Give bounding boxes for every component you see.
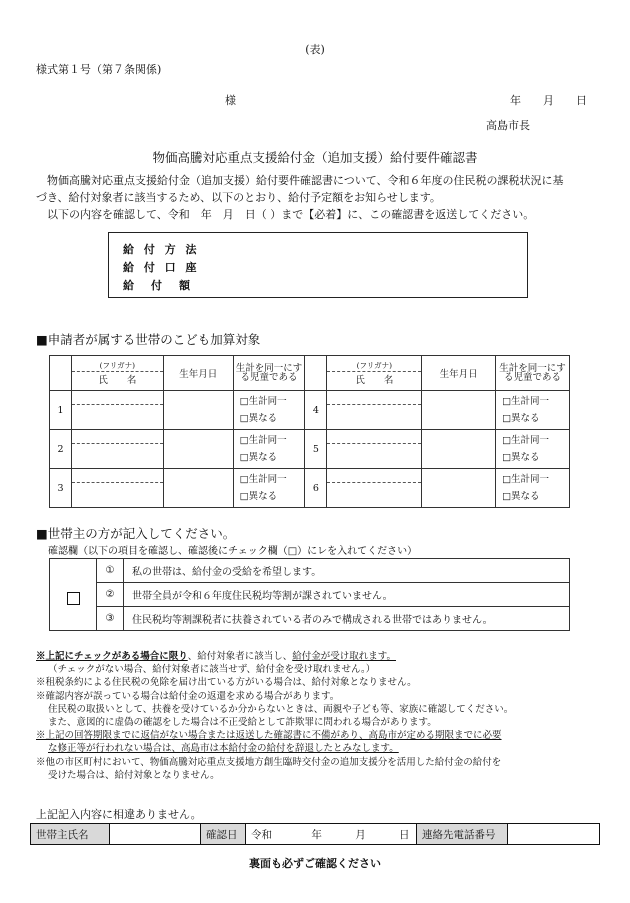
option-same[interactable]: □生計同一 — [239, 435, 287, 446]
note-1b: （チェックがない場合、給付対象者に該当せず、給付金を受け取れません。） — [48, 664, 376, 676]
name-cell[interactable] — [327, 469, 422, 508]
confirm-item-number: ① — [97, 559, 124, 583]
option-different[interactable]: □異なる — [502, 413, 540, 424]
name-space — [327, 483, 421, 507]
option-different[interactable]: □異なる — [502, 491, 540, 502]
header-name-2 — [327, 356, 422, 391]
name-cell[interactable] — [327, 430, 422, 469]
note-5: ※他の市区町村において、物価高騰対応重点支援地方創生臨時交付金の追加支援分を活用した給付金の給付を — [36, 756, 502, 768]
head-name-input[interactable] — [110, 824, 201, 845]
confirm-item-number: ③ — [97, 607, 124, 631]
name-space — [72, 405, 163, 429]
confirm-date-input[interactable] — [246, 824, 417, 845]
row-number: 3 — [50, 469, 72, 508]
birthdate-cell[interactable] — [163, 469, 233, 508]
name-cell[interactable] — [327, 391, 422, 430]
furigana-line — [72, 392, 163, 405]
note-1-emphasis-2: 給付金が受け取れます。 — [292, 651, 396, 662]
table-row — [50, 391, 570, 430]
option-different[interactable]: □異なる — [239, 452, 278, 463]
header-name-label: 氏 名 — [98, 375, 137, 386]
furigana-line — [72, 470, 163, 483]
form-number: 様式第１号（第７条関係) — [36, 63, 162, 76]
header-same-household-2: 生計を同一にする児童である — [496, 356, 570, 391]
confirm-checkbox[interactable] — [67, 592, 80, 605]
note-3c: また、意図的に虚偽の確認をした場合は不正受給として詐欺罪に問われる場合があります。 — [48, 717, 437, 729]
note-1-middle: 、給付対象者に該当し、 — [187, 651, 293, 662]
name-cell[interactable] — [71, 430, 163, 469]
header-furigana-2: (フリガナ) — [327, 360, 421, 372]
payment-amount-label: 給 付 額 — [123, 279, 193, 292]
name-cell[interactable] — [71, 469, 163, 508]
option-different[interactable]: □異なる — [239, 491, 278, 502]
birthdate-cell[interactable] — [163, 430, 233, 469]
back-notice: 裏面も必ずご確認ください — [249, 857, 381, 870]
notes — [36, 650, 596, 782]
footer-row — [31, 824, 600, 845]
birthdate-cell[interactable] — [422, 469, 496, 508]
option-different[interactable]: □異なる — [239, 413, 278, 424]
option-different[interactable]: □異なる — [502, 452, 540, 463]
birthdate-cell[interactable] — [163, 391, 233, 430]
note-3b: 住民税の取扱いとして、扶養を受けているか分からないときは、両親や子ども等、家族に確認してください。 — [48, 703, 514, 715]
birthdate-cell[interactable] — [422, 391, 496, 430]
header-blank — [50, 356, 72, 391]
table-row — [50, 469, 570, 508]
year-label: 年 — [311, 828, 322, 841]
option-same[interactable]: □生計同一 — [502, 396, 550, 407]
addressee-suffix: 様 — [225, 94, 236, 107]
head-section-title: ■世帯主の方が記入してください。 — [36, 526, 236, 541]
payment-method-label: 給 付 方 法 — [123, 243, 200, 256]
intro-para1-line1: 物価高騰対応重点支援給付金（追加支援）給付要件確認書について、令和６年度の住民税の課税状況に基 — [47, 174, 564, 187]
confirm-date-label: 確認日 — [201, 824, 246, 845]
intro-para1-line2: づき、給付対象者に該当するため、以下のとおり、給付予定額をお知らせします。 — [36, 191, 441, 204]
option-same[interactable]: □生計同一 — [239, 396, 287, 407]
document-title: 物価高騰対応重点支援給付金（追加支援）給付要件確認書 — [152, 150, 478, 165]
phone-label: 連絡先電話番号 — [417, 824, 508, 845]
name-space — [327, 405, 421, 429]
payment-account-label: 給 付 口 座 — [123, 261, 200, 274]
name-space — [327, 444, 421, 468]
header-name — [71, 356, 163, 391]
confirm-row — [50, 607, 570, 631]
confirm-item-number: ② — [97, 583, 124, 607]
confirm-row — [50, 559, 570, 583]
name-space — [72, 483, 163, 507]
option-same[interactable]: □生計同一 — [239, 474, 287, 485]
note-3: ※確認内容が誤っている場合は給付金の返還を求める場合があります。 — [36, 690, 340, 702]
table-row — [50, 430, 570, 469]
name-cell[interactable] — [71, 391, 163, 430]
footer-form — [30, 823, 600, 845]
household-cell — [496, 430, 570, 469]
note-4b: な修正等が行われない場合は、高島市は本給付金の給付を辞退したとみなします。 — [48, 743, 399, 755]
option-same[interactable]: □生計同一 — [502, 435, 550, 446]
header-birthdate-2: 生年月日 — [422, 356, 496, 391]
note-1 — [36, 650, 596, 663]
payment-info-box — [108, 232, 528, 298]
header-same-household: 生計を同一にする児童である — [233, 356, 305, 391]
head-name-label: 世帯主氏名 — [31, 824, 110, 845]
furigana-line — [72, 431, 163, 444]
header-birthdate: 生年月日 — [163, 356, 233, 391]
intro-para2: 以下の内容を確認して、令和 年 月 日（ ）まで【必着】に、この確認書を返送してください。 — [47, 208, 535, 221]
household-cell — [496, 469, 570, 508]
household-cell — [233, 469, 305, 508]
household-cell — [233, 430, 305, 469]
birthdate-cell[interactable] — [422, 430, 496, 469]
phone-input[interactable] — [508, 824, 600, 845]
side-label: (表) — [305, 43, 325, 56]
confirm-row — [50, 583, 570, 607]
issuer: 高島市長 — [486, 119, 530, 132]
header-furigana: (フリガナ) — [72, 360, 163, 372]
furigana-line — [327, 392, 421, 405]
confirmation-table — [49, 558, 570, 631]
era-label: 令和 — [251, 828, 272, 841]
confirm-item-text: 住民税均等割課税者に扶養されている者のみで構成される世帯ではありません。 — [124, 607, 570, 631]
household-cell — [496, 391, 570, 430]
row-number: 1 — [50, 391, 72, 430]
household-cell — [233, 391, 305, 430]
issue-date: 年 月 日 — [510, 94, 587, 107]
children-table — [49, 355, 570, 508]
row-number: 5 — [305, 430, 327, 469]
furigana-line — [327, 431, 421, 444]
confirm-item-text: 私の世帯は、給付金の受給を希望します。 — [124, 559, 570, 583]
month-label: 月 — [355, 828, 366, 841]
confirm-item-text: 世帯全員が令和６年度住民税均等割が課されていません。 — [124, 583, 570, 607]
name-space — [72, 444, 163, 468]
agreement-statement: 上記記入内容に相違ありません。 — [36, 808, 202, 821]
header-blank-2 — [305, 356, 327, 391]
row-number: 2 — [50, 430, 72, 469]
day-label: 日 — [399, 828, 410, 841]
option-same[interactable]: □生計同一 — [502, 474, 550, 485]
table-header-row — [50, 356, 570, 391]
row-number: 4 — [305, 391, 327, 430]
note-5b: 受けた場合は、給付対象となりません。 — [48, 769, 220, 781]
children-section-title: ■申請者が属する世帯のこども加算対象 — [36, 332, 261, 347]
note-4: ※上記の回答期限までに返信がない場合または返送した確認書に不備があり、高島市が定める期限までに必要 — [36, 730, 502, 742]
furigana-line — [327, 470, 421, 483]
confirm-checkbox-cell[interactable] — [50, 559, 97, 631]
note-1-emphasis: ※上記にチェックがある場合に限り — [36, 651, 188, 662]
header-name-label-2: 氏 名 — [355, 375, 394, 386]
note-2: ※租税条約による住民税の免除を届け出ている方がいる場合は、給付対象となりません。 — [36, 677, 417, 689]
row-number: 6 — [305, 469, 327, 508]
intro-text — [36, 172, 596, 223]
confirm-instruction: 確認欄（以下の項目を確認し、確認後にチェック欄（□）にレを入れてください） — [48, 546, 418, 557]
